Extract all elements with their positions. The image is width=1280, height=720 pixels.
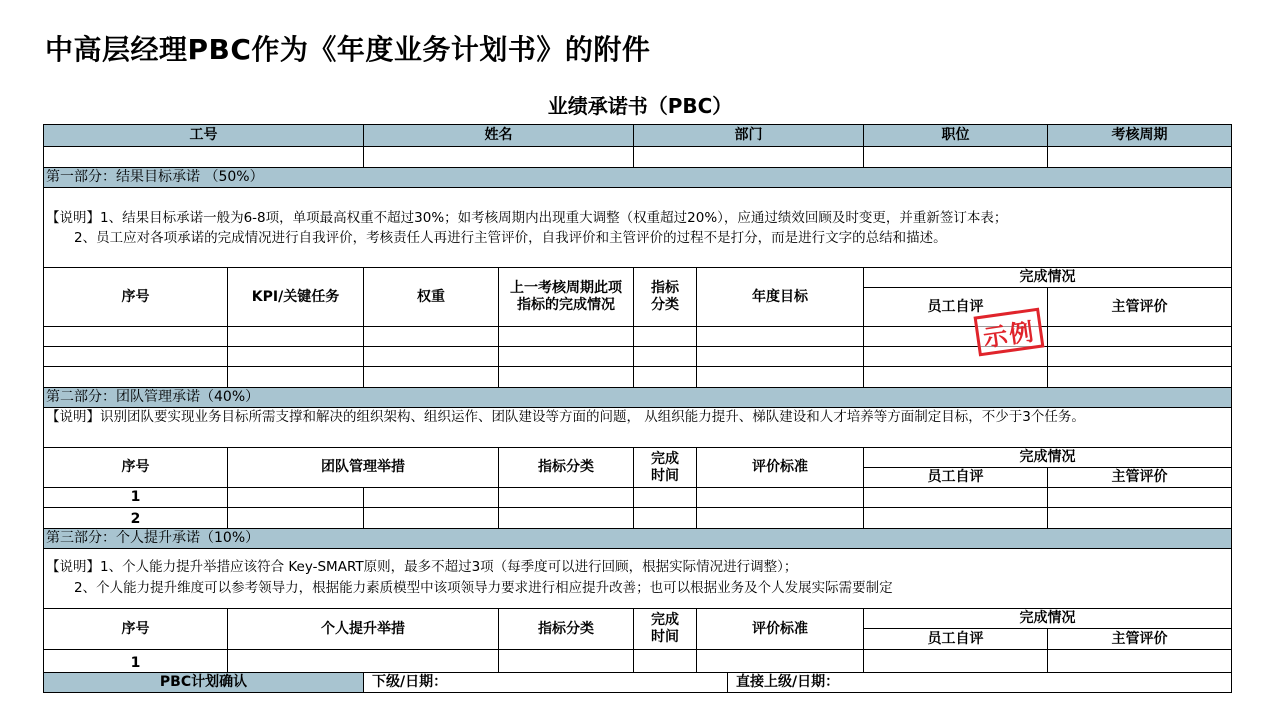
form-title: 业绩承诺书（PBC） xyxy=(547,94,733,118)
p2-row2-measure-b[interactable] xyxy=(363,507,499,529)
p1-row1-mgr[interactable] xyxy=(1047,326,1232,347)
p2-row2-mgr[interactable] xyxy=(1047,507,1232,529)
p1-col-seq: 序号 xyxy=(43,267,228,327)
part2-title: 第二部分：团队管理承诺（40%） xyxy=(43,387,1232,408)
p2-row2-self[interactable] xyxy=(863,507,1048,529)
p3-col-seq: 序号 xyxy=(43,608,228,650)
p2-col-time: 完成时间 xyxy=(633,447,697,488)
p2-row2-criteria[interactable] xyxy=(696,507,864,529)
header-gonghao: 工号 xyxy=(43,124,364,147)
p1-row3-kpi[interactable] xyxy=(227,366,364,388)
p2-row1-self[interactable] xyxy=(863,487,1048,508)
p1-row1-seq[interactable] xyxy=(43,326,228,347)
p2-row2-cat[interactable] xyxy=(498,507,634,529)
p2-col-criteria: 评价标准 xyxy=(696,447,864,488)
footer-subordinate-date[interactable]: 下级/日期： xyxy=(363,672,728,693)
p1-row2-weight[interactable] xyxy=(363,346,499,367)
p3-row1-self[interactable] xyxy=(863,649,1048,673)
page-title: 中高层经理PBC作为《年度业务计划书》的附件 xyxy=(45,33,651,66)
p1-col-completion: 完成情况 xyxy=(863,267,1232,288)
p1-col-prev: 上一考核周期此项指标的完成情况 xyxy=(498,267,634,327)
p1-row3-prev[interactable] xyxy=(498,366,634,388)
part1-title: 第一部分：结果目标承诺 （50%） xyxy=(43,167,1232,188)
p1-col-weight: 权重 xyxy=(363,267,499,327)
footer-superior-date[interactable]: 直接上级/日期： xyxy=(727,672,1232,693)
part3-note-line1: 【说明】1、个人能力提升举措应该符合 Key-SMART原则，最多不超过3项（每季度可以进行回顾，根据实际情况进行调整）； xyxy=(46,559,798,575)
p1-row3-cat[interactable] xyxy=(633,366,697,388)
p2-row2-measure[interactable] xyxy=(227,507,364,529)
header-dept: 部门 xyxy=(633,124,864,147)
p1-row2-target[interactable] xyxy=(696,346,864,367)
p1-row1-cat[interactable] xyxy=(633,326,697,347)
p2-row1-measure-b[interactable] xyxy=(363,487,499,508)
p1-row1-target[interactable] xyxy=(696,326,864,347)
p3-col-measure: 个人提升举措 xyxy=(227,608,499,650)
p3-row1-mgr[interactable] xyxy=(1047,649,1232,673)
p3-row1-cat[interactable] xyxy=(498,649,634,673)
p1-col-cat: 指标分类 xyxy=(633,267,697,327)
part3-note-line2: 2、个人能力提升维度可以参考领导力，根据能力素质模型中该项领导力要求进行相应提升改善；也可以根据业务及个人发展实际需要制定 xyxy=(74,580,893,596)
p3-col-time: 完成时间 xyxy=(633,608,697,650)
p1-row2-seq[interactable] xyxy=(43,346,228,367)
p3-row1-seq: 1 xyxy=(43,649,228,673)
p2-col-cat: 指标分类 xyxy=(498,447,634,488)
p1-row2-prev[interactable] xyxy=(498,346,634,367)
p1-row1-prev[interactable] xyxy=(498,326,634,347)
p3-row1-criteria[interactable] xyxy=(696,649,864,673)
p2-row2-seq: 2 xyxy=(43,507,228,529)
p2-col-seq: 序号 xyxy=(43,447,228,488)
p2-col-self: 员工自评 xyxy=(863,467,1048,488)
position-field[interactable] xyxy=(863,146,1048,168)
part1-note-line2: 2、员工应对各项承诺的完成情况进行自我评价，考核责任人再进行主管评价，自我评价和主管评价的过程不是打分，而是进行文字的总结和描述。 xyxy=(74,230,947,246)
p3-row1-measure[interactable] xyxy=(227,649,499,673)
p1-col-self: 员工自评 xyxy=(863,287,1048,327)
part1-note-line1: 【说明】1、结果目标承诺一般为6-8项，单项最高权重不超过30%；如考核周期内出现重大调整（权重超过20%），应通过绩效回顾及时变更，并重新签订本表； xyxy=(46,210,1008,226)
name-field[interactable] xyxy=(363,146,634,168)
p2-row1-time[interactable] xyxy=(633,487,697,508)
p1-row2-mgr[interactable] xyxy=(1047,346,1232,367)
dept-field[interactable] xyxy=(633,146,864,168)
p1-col-target: 年度目标 xyxy=(696,267,864,327)
part1-note xyxy=(43,187,1232,268)
p1-col-kpi: KPI/关键任务 xyxy=(227,267,364,327)
part2-note-text: 【说明】识别团队要实现业务目标所需支撑和解决的组织架构、组织运作、团队建设等方面的问题， 从组织能力提升、梯队建设和人才培养等方面制定目标，不少于3个任务。 xyxy=(46,409,1085,425)
gonghao-field[interactable] xyxy=(43,146,364,168)
cycle-field[interactable] xyxy=(1047,146,1232,168)
header-name: 姓名 xyxy=(363,124,634,147)
footer-confirm: PBC计划确认 xyxy=(43,672,364,693)
p2-row2-time[interactable] xyxy=(633,507,697,529)
part2-note xyxy=(43,407,1232,448)
p2-row1-mgr[interactable] xyxy=(1047,487,1232,508)
p1-row3-target[interactable] xyxy=(696,366,864,388)
p1-row3-seq[interactable] xyxy=(43,366,228,388)
p1-row3-weight[interactable] xyxy=(363,366,499,388)
p2-col-completion: 完成情况 xyxy=(863,447,1232,468)
p3-col-mgr: 主管评价 xyxy=(1047,628,1232,650)
p2-col-measure: 团队管理举措 xyxy=(227,447,499,488)
p2-row1-measure[interactable] xyxy=(227,487,364,508)
p1-row1-kpi[interactable] xyxy=(227,326,364,347)
p3-col-self: 员工自评 xyxy=(863,628,1048,650)
example-stamp: 示例 xyxy=(974,308,1045,357)
part3-note xyxy=(43,548,1232,609)
p1-row1-weight[interactable] xyxy=(363,326,499,347)
p1-row2-cat[interactable] xyxy=(633,346,697,367)
p2-row1-seq: 1 xyxy=(43,487,228,508)
p1-row2-kpi[interactable] xyxy=(227,346,364,367)
p1-row3-mgr[interactable] xyxy=(1047,366,1232,388)
p3-row1-time[interactable] xyxy=(633,649,697,673)
p1-row3-self[interactable] xyxy=(863,366,1048,388)
p2-row1-cat[interactable] xyxy=(498,487,634,508)
p1-col-mgr: 主管评价 xyxy=(1047,287,1232,327)
p3-col-completion: 完成情况 xyxy=(863,608,1232,629)
part3-title: 第三部分：个人提升承诺（10%） xyxy=(43,528,1232,549)
p3-col-cat: 指标分类 xyxy=(498,608,634,650)
header-cycle: 考核周期 xyxy=(1047,124,1232,147)
header-position: 职位 xyxy=(863,124,1048,147)
p2-col-mgr: 主管评价 xyxy=(1047,467,1232,488)
p2-row1-criteria[interactable] xyxy=(696,487,864,508)
p3-col-criteria: 评价标准 xyxy=(696,608,864,650)
